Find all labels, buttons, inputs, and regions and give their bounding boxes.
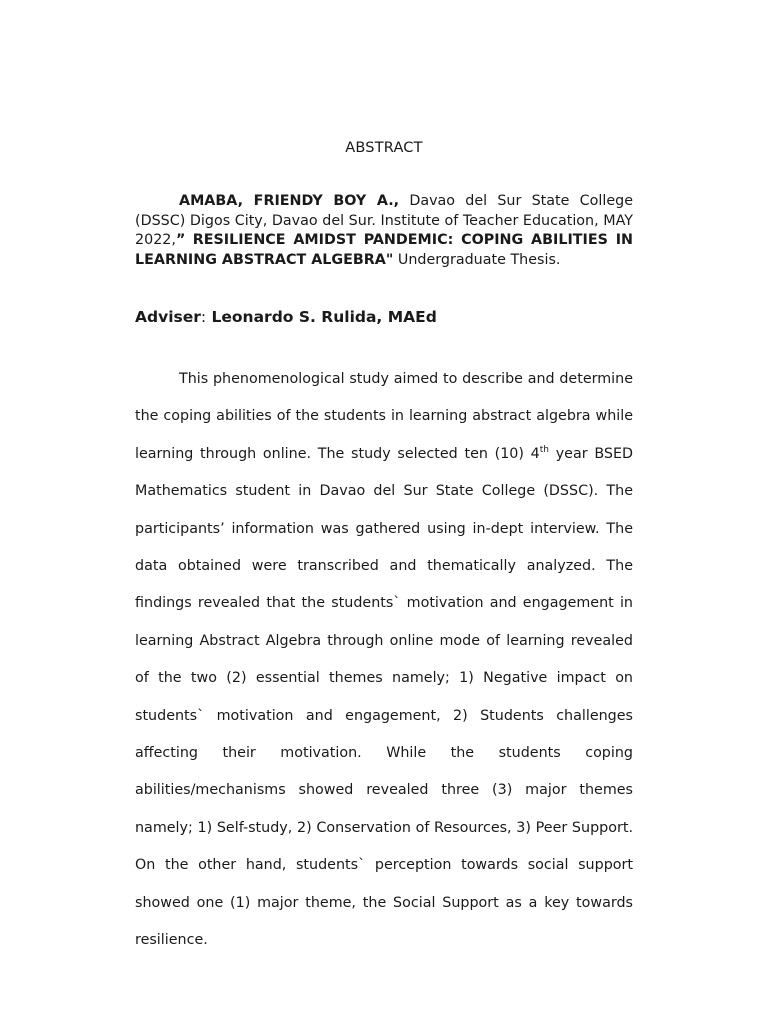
open-quote: ” xyxy=(175,232,186,248)
adviser-colon: : xyxy=(200,308,207,326)
abstract-body-part1: This phenomenological study aimed to describe and determine the coping abilities of the students in learning abstract algebra while learning through online. The study selected ten (10) 4 xyxy=(135,371,633,462)
adviser-label: Adviser xyxy=(135,308,201,326)
thesis-type: Undergraduate Thesis. xyxy=(393,251,561,268)
ordinal-superscript: th xyxy=(539,444,550,455)
thesis-title: RESILIENCE AMIDST PANDEMIC: COPING ABILITIES IN LEARNING ABSTRACT ALGEBRA" xyxy=(135,232,633,268)
citation-paragraph xyxy=(135,192,633,270)
adviser-name: Leonardo S. Rulida, MAEd xyxy=(206,308,437,326)
abstract-body xyxy=(135,361,633,960)
page-title: ABSTRACT xyxy=(345,140,423,156)
abstract-body-part2: year BSED Mathematics student in Davao del Sur State College (DSSC). The participants’ information was gathered using in-dept interview. The data obtained were transcribed and thematically analyzed. The findings revealed that the students` motivation and engagement in learning Abstract Algebra through online mode of learning revealed of the two (2) essential themes namely; 1) Negative impact on students` motivation and engagement, 2) Students challenges affecting their motivation. While the students coping abilities/mechanisms showed revealed three (3) major themes namely; 1) Self-study, 2) Conservation of Resources, 3) Peer Support. On the other hand, students` perception towards social support showed one (1) major theme, the Social Support as a key towards resilience. xyxy=(135,445,633,949)
adviser-line xyxy=(135,308,437,326)
institution-text: Davao del Sur State College (DSSC) Digos City, Davao del Sur. Institute of Teacher Education, MAY 2022, xyxy=(135,193,633,248)
author-name: AMABA, FRIENDY BOY A., xyxy=(179,193,400,209)
